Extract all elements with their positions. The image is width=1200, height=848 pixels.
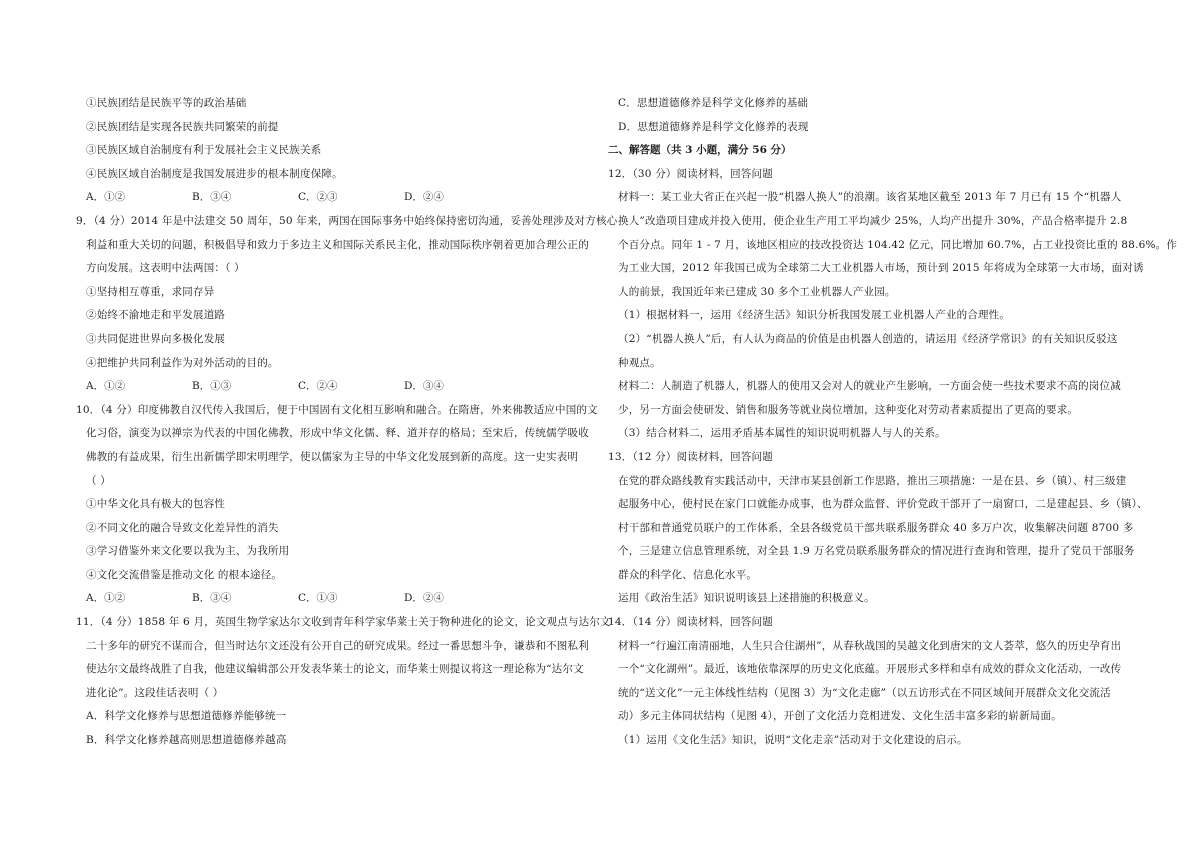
q11-stem-line-3: 使达尔文最终战胜了自我，他建议编辑部公开发表华莱士的论文，而华莱士则提议将这一理论称为“达尔文 xyxy=(86,663,584,676)
q11-option-c: C．思想道德修养是科学文化修养的基础 xyxy=(618,97,809,109)
section-heading: 二、解答题（共 3 小题，满分 56 分） xyxy=(608,144,792,157)
q13-question: 运用《政治生活》知识说明该县上述措施的积极意义。 xyxy=(618,592,875,605)
q10-choice-d: D．②④ xyxy=(404,592,444,605)
q8-option-3: ③民族区域自治制度有利于发展社会主义民族关系 xyxy=(86,144,322,157)
q10-choice-b: B．③④ xyxy=(192,592,232,605)
q14-material-line-1: 材料一“行遍江南清丽地，人生只合住湖州”，从春秋战国的吴越文化到唐宋的文人荟萃，悠久的历史孕育出 xyxy=(618,639,1122,652)
q12-material1-line-2: 换人”改造项目建成并投入使用，使企业生产用工平均减少 25%，人均产出提升 30%，产品合格率提升 2.8 xyxy=(618,214,1128,227)
q9-stem-line-1: 9．（4 分）2014 年是中法建交 50 周年，50 年来，两国在国际事务中始终保持密切沟通，妥善处理涉及对方核心 xyxy=(76,214,618,227)
q10-stem-line-1: 10．（4 分）印度佛教自汉代传入我国后，便于中国固有文化相互影响和融合。在隋唐，外来佛教适应中国的文 xyxy=(76,403,598,416)
q14-material-line-3: 统的“送文化”一元主体线性结构（见图 3）为“文化走廊”（以五访形式在不同区域间开展群众文化交流活 xyxy=(618,686,1111,699)
q12-material1-line-4: 为工业大国，2012 年我国已成为全球第二大工业机器人市场，预计到 2015 年将成为全球第一大市场，面对诱 xyxy=(618,262,1144,275)
q9-choice-c: C．②④ xyxy=(298,380,338,393)
q11-option-d: D．思想道德修养是科学文化修养的表现 xyxy=(618,120,809,133)
q11-option-a: A．科学文化修养与思想道德修养能够统一 xyxy=(86,710,287,723)
q8-choice-a: A．①② xyxy=(86,191,126,204)
q8-choice-d: D．②④ xyxy=(404,191,444,204)
q12-material2-line-2: 少，另一方面会使研发、销售和服务等就业岗位增加，这种变化对劳动者素质提出了更高的要求。 xyxy=(618,403,1079,416)
q12-subquestion-2-line-2: 种观点。 xyxy=(618,356,661,369)
q14-subquestion-1: （1）运用《文化生活》知识，说明“文化走亲”活动对于文化建设的启示。 xyxy=(618,734,968,747)
q12-material1-line-3: 个百分点。同年 1 - 7 月，该地区相应的技改投资达 104.42 亿元，同比增加 60.7%，占工业投资比重的 88.6%。作 xyxy=(618,238,1178,251)
q9-choice-a: A．①② xyxy=(86,380,126,393)
q8-option-1: ①民族团结是民族平等的政治基础 xyxy=(86,97,247,109)
q12-material1-line-1: 材料一：某工业大省正在兴起一股“机器人换人”的浪潮。该省某地区截至 2013 年 7 月已有 15 个“机器人 xyxy=(618,191,1122,204)
q12-material1-line-5: 人的前景，我国近年来已建成 30 多个工业机器人产业园。 xyxy=(618,285,896,298)
q13-material-line-2: 起服务中心，使村民在家门口就能办成事，也为群众监督、评价党政干部开了一扇窗口，二是建起县、乡（镇）、 xyxy=(618,498,1148,511)
q9-stem-line-3: 方向发展。这表明中法两国：（ ） xyxy=(86,262,245,275)
q14-heading: 14．（14 分）阅读材料，回答问题 xyxy=(608,616,773,629)
q8-choice-c: C．②③ xyxy=(298,191,338,204)
q14-material-line-4: 动）多元主体同状结构（见图 4），开创了文化活力竞相迸发、文化生活丰富多彩的崭新局面。 xyxy=(618,710,1062,723)
q10-option-2: ②不同文化的融合导致文化差异性的消失 xyxy=(86,521,279,534)
q13-heading: 13．（12 分）阅读材料，回答问题 xyxy=(608,450,773,463)
q13-material-line-1: 在党的群众路线教育实践活动中，天津市某县创新工作思路，推出三项措施：一是在县、乡（镇）、村三级建 xyxy=(618,474,1127,487)
q10-stem-line-4: （ ） xyxy=(86,474,111,487)
q8-option-2: ②民族团结是实现各民族共同繁荣的前提 xyxy=(86,120,279,133)
q10-choices xyxy=(76,587,596,611)
q10-choice-c: C．①③ xyxy=(298,592,338,605)
q10-option-4: ④文化交流借鉴是推动文化 的根本途径。 xyxy=(86,568,283,581)
q9-choices xyxy=(76,375,596,399)
q10-option-1: ①中华文化具有极大的包容性 xyxy=(86,498,226,511)
q10-stem-line-3: 佛教的有益成果，衍生出新儒学即宋明理学，使以儒家为主导的中华文化发展到新的高度。这一史实表明 xyxy=(86,450,579,463)
q14-material-line-2: 一个“文化湖州”。最近，该地依靠深厚的历史文化底蕴。开展形式多样和卓有成效的群众文化活动，一改传 xyxy=(618,663,1122,676)
q9-choice-b: B．①③ xyxy=(192,380,232,393)
q8-choices xyxy=(76,186,596,210)
q11-stem-line-2: 二十多年的研究不谋而合，但当时达尔文还没有公开自己的研究成果。经过一番思想斗争，谦恭和不图私利 xyxy=(86,639,589,652)
q11-stem-line-1: 11．（4 分）1858 年 6 月，英国生物学家达尔文收到青年科学家华莱士关于物种进化的论文，论文观点与达尔文 xyxy=(76,616,611,629)
q10-choice-a: A．①② xyxy=(86,592,126,605)
q9-option-3: ③共同促进世界向多极化发展 xyxy=(86,332,226,345)
q9-option-1: ①坚持相互尊重，求同存异 xyxy=(86,285,215,298)
q13-material-line-4: 个，三是建立信息管理系统，对全县 1.9 万名党员联系服务群众的情况进行查询和管理，提升了党员干部服务 xyxy=(618,545,1135,558)
q12-heading: 12．（30 分）阅读材料，回答问题 xyxy=(608,167,773,180)
q8-option-4: ④民族区域自治制度是我国发展进步的根本制度保障。 xyxy=(86,167,343,180)
q11-option-b: B．科学文化修养越高则思想道德修养越高 xyxy=(86,734,287,747)
q12-subquestion-1: （1）根据材料一，运用《经济生活》知识分析我国发展工业机器人产业的合理性。 xyxy=(618,309,1011,322)
q9-stem-line-2: 利益和重大关切的问题，积极倡导和致力于多边主义和国际关系民主化，推动国际秩序朝着更加合理公正的 xyxy=(86,238,589,251)
q12-subquestion-3: （3）结合材料二，运用矛盾基本属性的知识说明机器人与人的关系。 xyxy=(618,427,946,440)
q10-stem-line-2: 化习俗，演变为以禅宗为代表的中国化佛教，形成中华文化儒、释、道并存的格局；至宋后，传统儒学吸收 xyxy=(86,427,589,440)
q8-choice-b: B．③④ xyxy=(192,191,232,204)
q10-option-3: ③学习借鉴外来文化要以我为主、为我所用 xyxy=(86,545,290,558)
q11-stem-line-4: 进化论”。这段佳话表明（ ） xyxy=(86,686,224,699)
q9-option-4: ④把维护共同利益作为对外活动的目的。 xyxy=(86,356,279,369)
q12-subquestion-2-line-1: （2）“机器人换人”后，有人认为商品的价值是由机器人创造的，请运用《经济学常识》的有关知识反驳这 xyxy=(618,332,1118,345)
q9-choice-d: D．③④ xyxy=(404,380,444,393)
q12-material2-line-1: 材料二：人制造了机器人，机器人的使用又会对人的就业产生影响，一方面会使一些技术要求不高的岗位减 xyxy=(618,380,1121,393)
left-column xyxy=(76,92,618,753)
q13-material-line-5: 群众的科学化、信息化水平。 xyxy=(618,568,758,581)
q9-option-2: ②始终不渝地走和平发展道路 xyxy=(86,309,226,322)
q13-material-line-3: 村干部和普通党员联户的工作体系，全县各级党员干部共联系服务群众 40 多万户次，收集解决问题 8700 多 xyxy=(618,521,1134,534)
right-column xyxy=(608,92,1178,753)
